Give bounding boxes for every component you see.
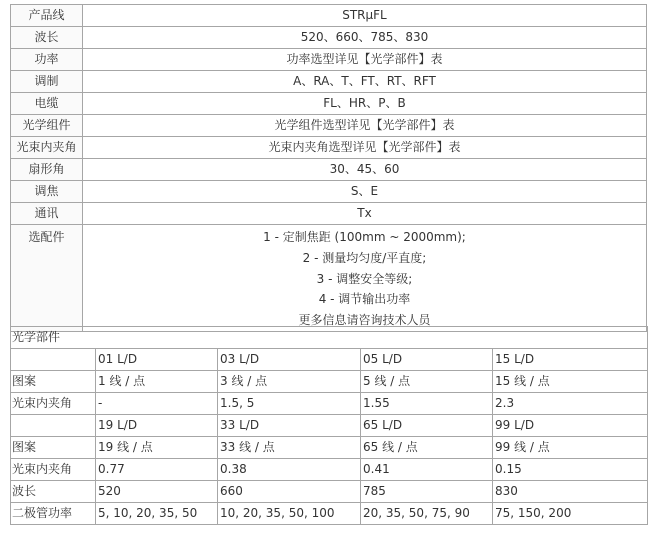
spec-label: 波长 xyxy=(11,27,83,49)
spec-label: 调制 xyxy=(11,71,83,93)
spec-row-modulation xyxy=(11,71,647,93)
parts-model: 19 L/D xyxy=(96,415,218,437)
parts-model: 99 L/D xyxy=(493,415,648,437)
parts-cell: 0.77 xyxy=(96,459,218,481)
parts-row-label: 图案 xyxy=(11,437,96,459)
parts-row-label: 光束内夹角 xyxy=(11,393,96,415)
parts-cell: 1.5, 5 xyxy=(218,393,361,415)
parts-model: 03 L/D xyxy=(218,349,361,371)
spec-value: STRμFL xyxy=(83,5,647,27)
parts-diode-power-row xyxy=(11,503,648,525)
parts-cell: 0.38 xyxy=(218,459,361,481)
parts-model: 33 L/D xyxy=(218,415,361,437)
parts-cell: 20, 35, 50, 75, 90 xyxy=(361,503,493,525)
parts-row-label: 图案 xyxy=(11,371,96,393)
parts-title: 光学部件 xyxy=(11,327,648,349)
spec-value: 光束内夹角选型详见【光学部件】表 xyxy=(83,137,647,159)
parts-model-row xyxy=(11,415,648,437)
spec-label: 扇形角 xyxy=(11,159,83,181)
spec-row-wavelength xyxy=(11,27,647,49)
spec-row-power xyxy=(11,49,647,71)
spec-label: 通讯 xyxy=(11,203,83,225)
spec-value: Tx xyxy=(83,203,647,225)
parts-beam-angle-row xyxy=(11,393,648,415)
parts-cell: 99 线 / 点 xyxy=(493,437,648,459)
parts-model-row xyxy=(11,349,648,371)
parts-model: 15 L/D xyxy=(493,349,648,371)
parts-model: 01 L/D xyxy=(96,349,218,371)
parts-model: 05 L/D xyxy=(361,349,493,371)
spec-label: 产品线 xyxy=(11,5,83,27)
parts-cell: 1 线 / 点 xyxy=(96,371,218,393)
parts-cell: 5 线 / 点 xyxy=(361,371,493,393)
parts-pattern-row xyxy=(11,437,648,459)
spec-row-accessories xyxy=(11,225,647,332)
optical-parts-table xyxy=(10,326,648,525)
parts-cell: 19 线 / 点 xyxy=(96,437,218,459)
parts-row-label xyxy=(11,349,96,371)
spec-value: S、E xyxy=(83,181,647,203)
spec-value: A、RA、T、FT、RT、RFT xyxy=(83,71,647,93)
spec-label: 光学组件 xyxy=(11,115,83,137)
accessory-line: 4 - 调节输出功率 xyxy=(318,292,411,307)
spec-label: 选配件 xyxy=(11,225,83,332)
parts-cell: 830 xyxy=(493,481,648,503)
parts-cell: 660 xyxy=(218,481,361,503)
spec-row-cable xyxy=(11,93,647,115)
spec-label: 光束内夹角 xyxy=(11,137,83,159)
parts-cell: 2.3 xyxy=(493,393,648,415)
parts-cell: 5, 10, 20, 35, 50 xyxy=(96,503,218,525)
spec-value: 30、45、60 xyxy=(83,159,647,181)
parts-cell: 0.15 xyxy=(493,459,648,481)
accessories-list xyxy=(83,225,647,332)
parts-cell: 15 线 / 点 xyxy=(493,371,648,393)
parts-cell: 75, 150, 200 xyxy=(493,503,648,525)
spec-value: 光学组件选型详见【光学部件】表 xyxy=(83,115,647,137)
parts-cell: 0.41 xyxy=(361,459,493,481)
spec-value: FL、HR、P、B xyxy=(83,93,647,115)
parts-cell: 1.55 xyxy=(361,393,493,415)
spec-value: 功率选型详见【光学部件】表 xyxy=(83,49,647,71)
spec-label: 功率 xyxy=(11,49,83,71)
spec-label: 调焦 xyxy=(11,181,83,203)
parts-wavelength-row xyxy=(11,481,648,503)
spec-row-focus xyxy=(11,181,647,203)
spec-row-communication xyxy=(11,203,647,225)
parts-cell: 10, 20, 35, 50, 100 xyxy=(218,503,361,525)
accessory-line: 1 - 定制焦距 (100mm ~ 2000mm); xyxy=(263,230,466,244)
parts-cell: - xyxy=(96,393,218,415)
parts-cell: 785 xyxy=(361,481,493,503)
spec-label: 电缆 xyxy=(11,93,83,115)
parts-row-label: 波长 xyxy=(11,481,96,503)
spec-row-fan-angle xyxy=(11,159,647,181)
parts-beam-angle-row xyxy=(11,459,648,481)
accessory-line: 2 - 测量均匀度/平直度; xyxy=(302,250,427,265)
parts-row-label: 光束内夹角 xyxy=(11,459,96,481)
parts-title-row xyxy=(11,327,648,349)
spec-row-product-line xyxy=(11,5,647,27)
parts-cell: 65 线 / 点 xyxy=(361,437,493,459)
parts-model: 65 L/D xyxy=(361,415,493,437)
accessory-line: 3 - 调整安全等级; xyxy=(316,271,413,286)
parts-cell: 520 xyxy=(96,481,218,503)
parts-cell: 3 线 / 点 xyxy=(218,371,361,393)
spec-table xyxy=(10,4,647,332)
accessory-line: 更多信息请咨询技术人员 xyxy=(298,313,431,328)
parts-row-label xyxy=(11,415,96,437)
parts-cell: 33 线 / 点 xyxy=(218,437,361,459)
parts-pattern-row xyxy=(11,371,648,393)
spec-row-optics xyxy=(11,115,647,137)
spec-row-beam-angle xyxy=(11,137,647,159)
spec-value: 520、660、785、830 xyxy=(83,27,647,49)
parts-row-label: 二极管功率 xyxy=(11,503,96,525)
